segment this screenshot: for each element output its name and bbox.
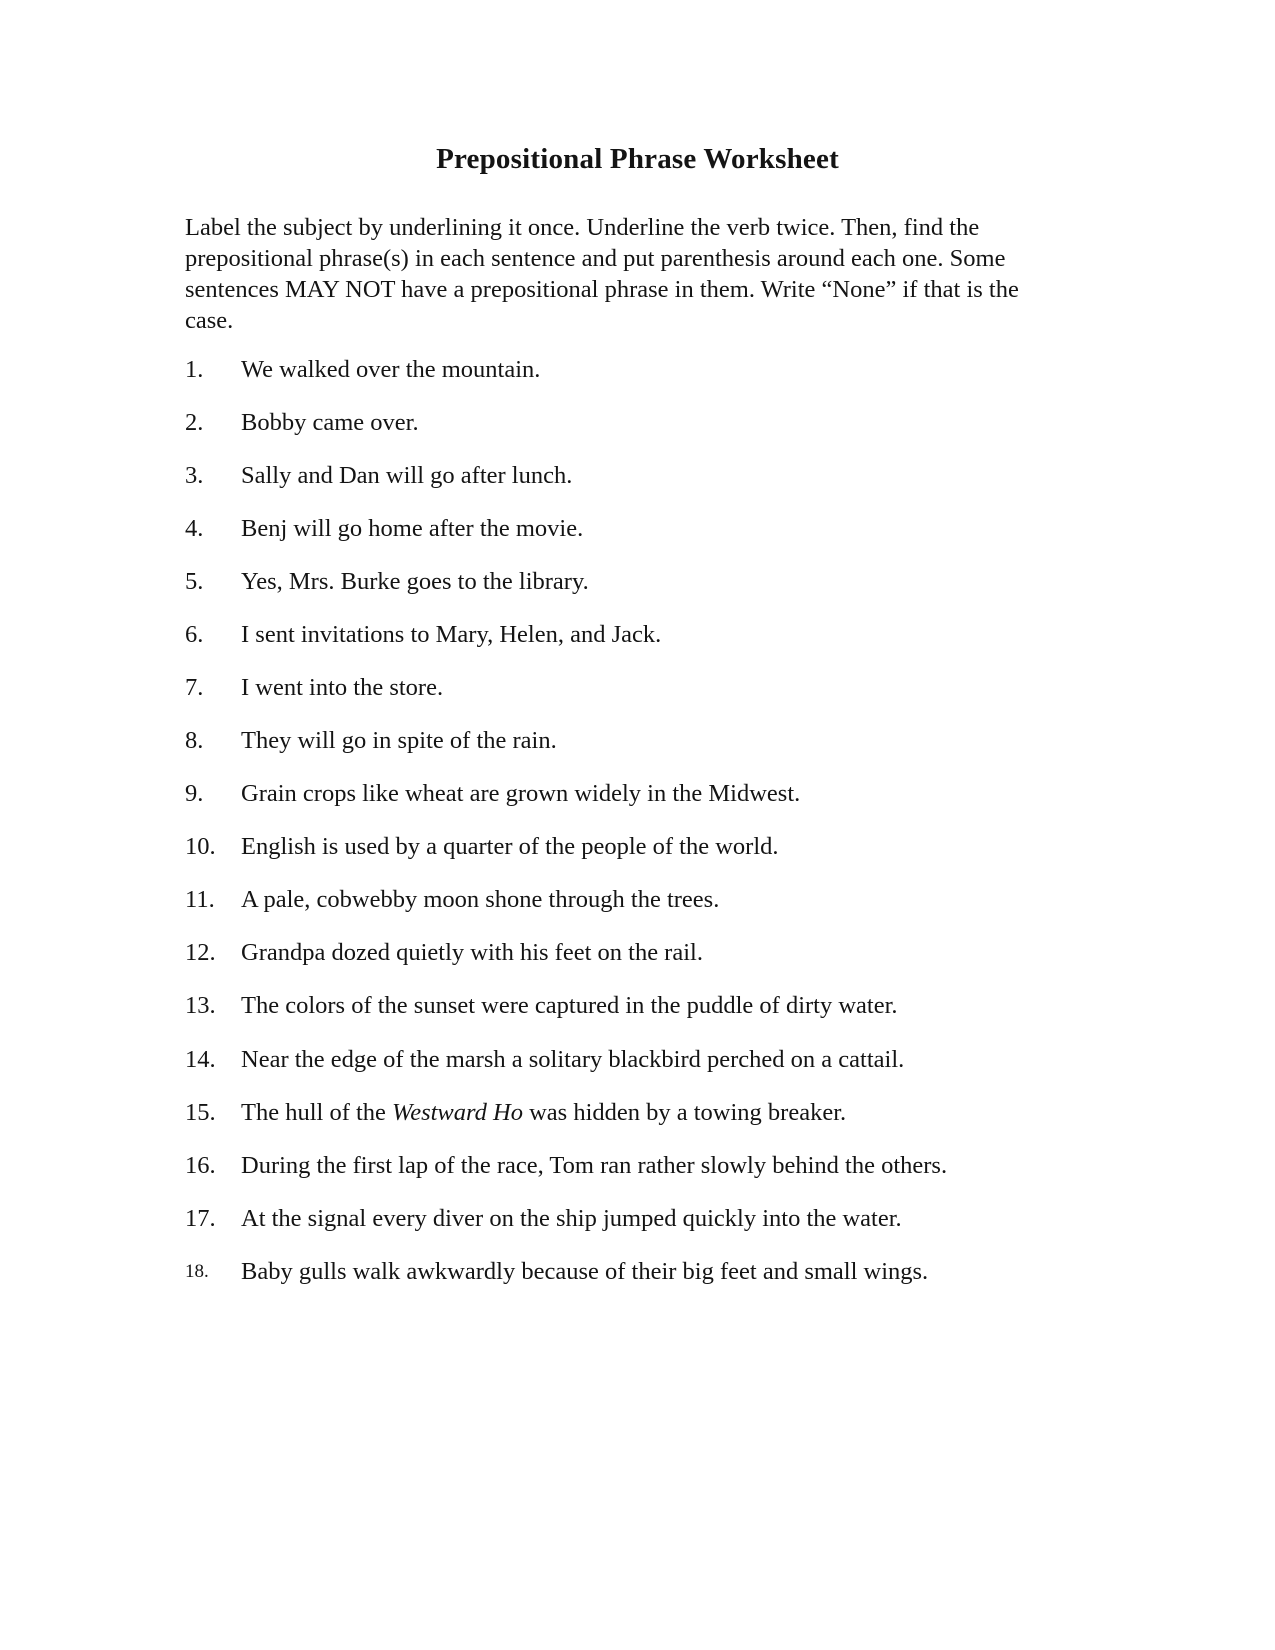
question-item [185, 670, 1085, 706]
question-number: 11. [185, 886, 215, 913]
question-item [185, 723, 1085, 759]
question-item [185, 882, 1085, 918]
question-number: 7. [185, 674, 204, 701]
question-number: 15. [185, 1099, 216, 1126]
question-text [241, 1095, 846, 1131]
question-item [185, 564, 1085, 600]
question-number: 14. [185, 1046, 216, 1073]
question-text: Benj will go home after the movie. [241, 515, 584, 542]
question-text: I went into the store. [241, 674, 444, 701]
question-number: 17. [185, 1205, 216, 1232]
question-text: I sent invitations to Mary, Helen, and Jack. [241, 621, 662, 648]
question-item [185, 352, 1085, 388]
question-number: 9. [185, 780, 204, 807]
question-text: The colors of the sunset were captured in the puddle of dirty water. [241, 992, 898, 1019]
question-item [185, 1201, 1085, 1237]
page-title: Prepositional Phrase Worksheet [436, 143, 839, 175]
question-item [185, 458, 1085, 494]
question-text-before: The hull of the [241, 1099, 393, 1126]
question-text: Yes, Mrs. Burke goes to the library. [241, 568, 589, 595]
question-number: 1. [185, 356, 204, 383]
question-item [185, 617, 1085, 653]
question-item [185, 511, 1085, 547]
question-item [185, 935, 1085, 971]
question-item [185, 1148, 1085, 1184]
question-text: Grain crops like wheat are grown widely in the Midwest. [241, 780, 801, 807]
question-item [185, 829, 1085, 865]
question-text: A pale, cobwebby moon shone through the trees. [241, 886, 720, 913]
question-text: They will go in spite of the rain. [241, 727, 557, 754]
question-number: 10. [185, 833, 216, 860]
question-text: Near the edge of the marsh a solitary blackbird perched on a cattail. [241, 1046, 905, 1073]
question-text: Sally and Dan will go after lunch. [241, 462, 573, 489]
question-text: We walked over the mountain. [241, 356, 541, 383]
question-item [185, 1042, 1085, 1078]
question-text: Baby gulls walk awkwardly because of their big feet and small wings. [241, 1258, 929, 1285]
question-number: 8. [185, 727, 204, 754]
question-text: English is used by a quarter of the people of the world. [241, 833, 779, 860]
question-text-after: was hidden by a towing breaker. [522, 1099, 847, 1126]
ship-name-italic: Westward Ho [392, 1099, 523, 1126]
question-text: Grandpa dozed quietly with his feet on the rail. [241, 939, 703, 966]
question-item [185, 405, 1085, 441]
question-text: Bobby came over. [241, 409, 419, 436]
question-number: 13. [185, 992, 216, 1019]
instructions-paragraph: Label the subject by underlining it once. Underline the verb twice. Then, find the prepositional phrase(s) in each sentence and put parenthesis around each one. Some sentences MAY NOT have a prepositional phrase in them. Write “None” if that is the case. [185, 214, 1019, 334]
question-number: 12. [185, 939, 216, 966]
question-text: At the signal every diver on the ship jumped quickly into the water. [241, 1205, 902, 1232]
question-item [185, 988, 1085, 1024]
question-item [185, 776, 1085, 812]
question-number: 3. [185, 462, 204, 489]
question-item [185, 1254, 1085, 1290]
question-item [185, 1095, 1085, 1131]
question-number: 2. [185, 409, 204, 436]
question-text: During the first lap of the race, Tom ran rather slowly behind the others. [241, 1152, 948, 1179]
question-number: 5. [185, 568, 204, 595]
question-number: 4. [185, 515, 204, 542]
question-number: 18. [185, 1261, 209, 1282]
question-number: 16. [185, 1152, 216, 1179]
question-number: 6. [185, 621, 204, 648]
